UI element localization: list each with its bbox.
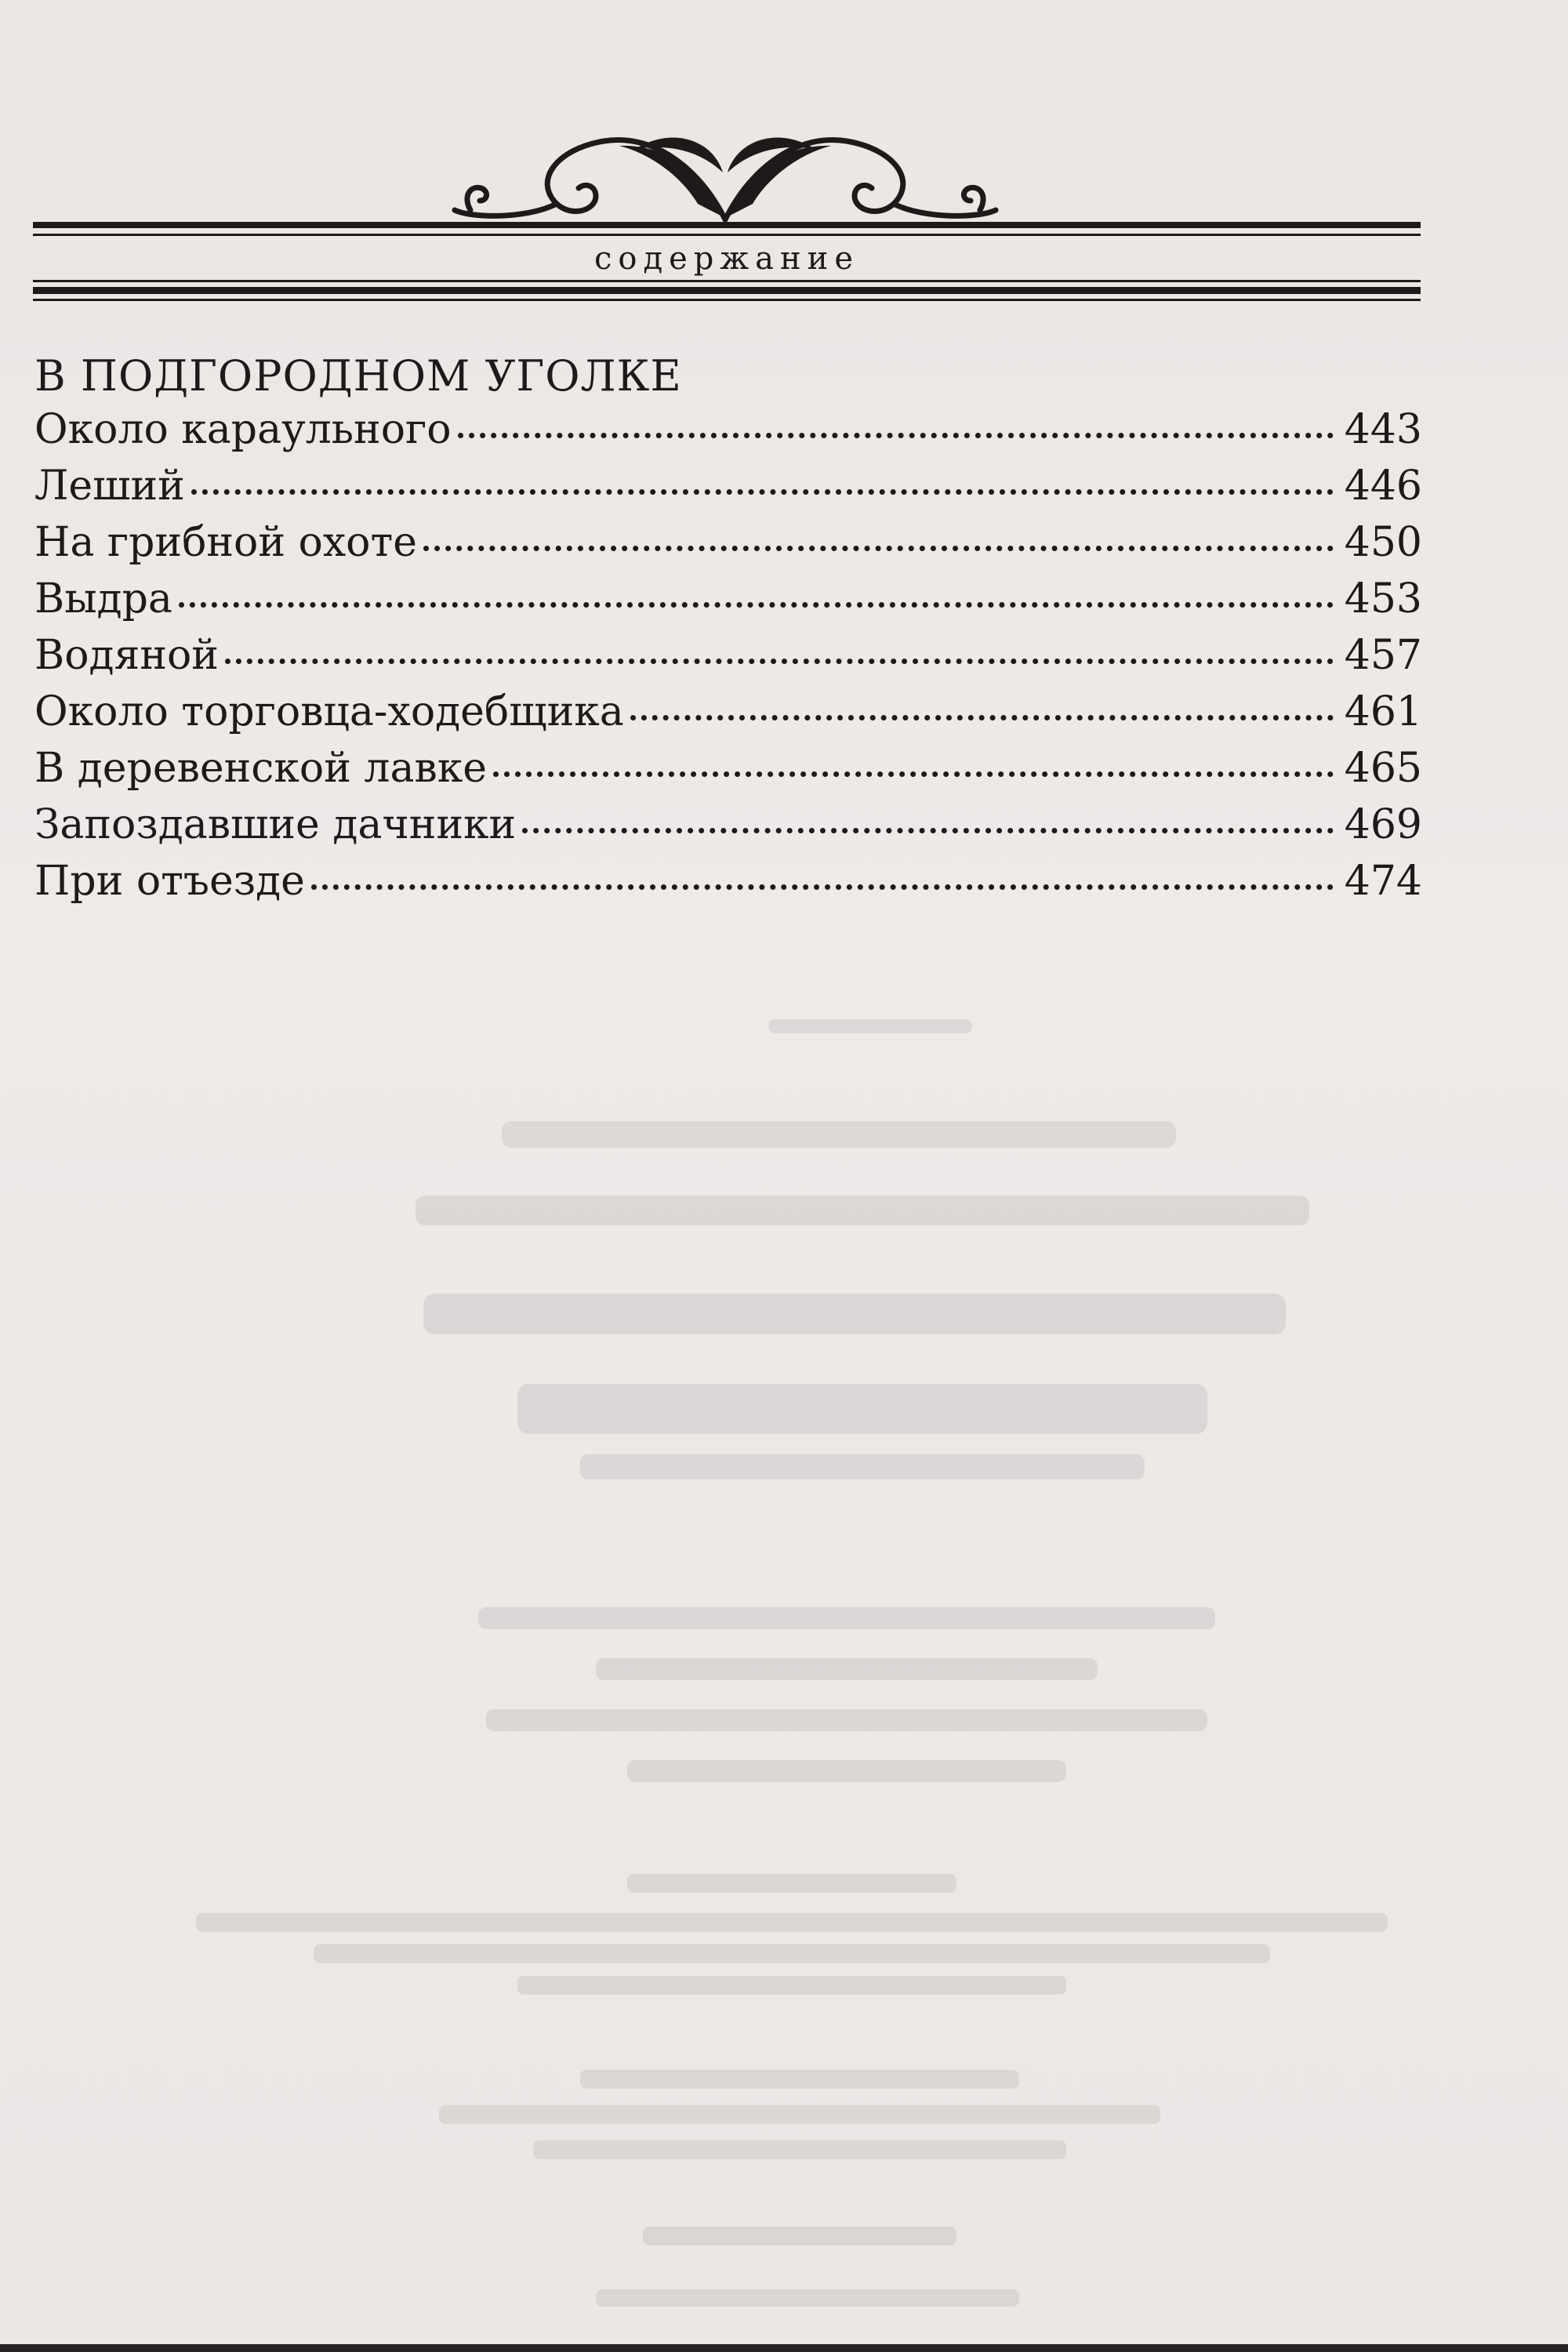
header-rule-thick-bottom	[33, 287, 1421, 294]
toc-entry-title: Водяной	[34, 632, 219, 679]
toc-entry-title: Запоздавшие дачники	[34, 801, 517, 848]
toc-entry	[34, 406, 1422, 463]
toc-leader-dots	[522, 828, 1334, 833]
toc-entry-title: На грибной охоте	[34, 519, 418, 566]
toc-entry	[34, 632, 1422, 688]
toc-entry-page: 446	[1344, 463, 1422, 510]
toc-leader-dots	[458, 433, 1334, 438]
toc-entry-page: 474	[1344, 858, 1422, 905]
bleed-through-shapes	[0, 1004, 1568, 2336]
toc-entry-title: Около торговца-ходебщика	[34, 688, 624, 735]
toc-entry-title: В деревенской лавке	[34, 745, 488, 792]
toc-entry	[34, 858, 1422, 914]
toc-list	[34, 406, 1422, 914]
toc-entry-page: 443	[1344, 406, 1422, 453]
toc-entry-title: Выдра	[34, 575, 172, 622]
toc-entry	[34, 519, 1422, 575]
toc-leader-dots	[423, 546, 1334, 551]
toc-leader-dots	[179, 602, 1334, 608]
toc-section-label: содержание	[593, 241, 860, 277]
toc-entry-page: 461	[1344, 688, 1422, 735]
page-bottom-edge	[0, 2344, 1568, 2352]
toc-entry	[34, 745, 1422, 801]
header-rule-thin-bottom	[33, 299, 1421, 301]
toc-leader-dots	[493, 771, 1334, 777]
header-rule-thin-middle	[33, 280, 1421, 282]
header-rule-thin-top	[33, 234, 1421, 236]
toc-entry-title: При отъезде	[34, 858, 305, 905]
header-rule-thick-top	[33, 222, 1421, 228]
toc-entry	[34, 688, 1422, 745]
toc-entry-title: Около караульного	[34, 406, 452, 453]
toc-entry-page: 450	[1344, 519, 1422, 566]
section-heading: В ПОДГОРОДНОМ УГОЛКЕ	[34, 351, 682, 401]
toc-entry	[34, 801, 1422, 858]
toc-entry	[34, 575, 1422, 632]
toc-entry-page: 453	[1344, 575, 1422, 622]
toc-leader-dots	[311, 884, 1334, 890]
toc-leader-dots	[630, 715, 1334, 720]
toc-entry	[34, 463, 1422, 519]
toc-leader-dots	[191, 489, 1334, 495]
toc-entry-title: Леший	[34, 463, 185, 510]
flourish-ornament-icon	[439, 118, 1011, 227]
toc-entry-page: 457	[1344, 632, 1422, 679]
toc-leader-dots	[225, 659, 1334, 664]
toc-entry-page: 465	[1344, 745, 1422, 792]
bleed-through-texture	[0, 1004, 1568, 2336]
toc-entry-page: 469	[1344, 801, 1422, 848]
